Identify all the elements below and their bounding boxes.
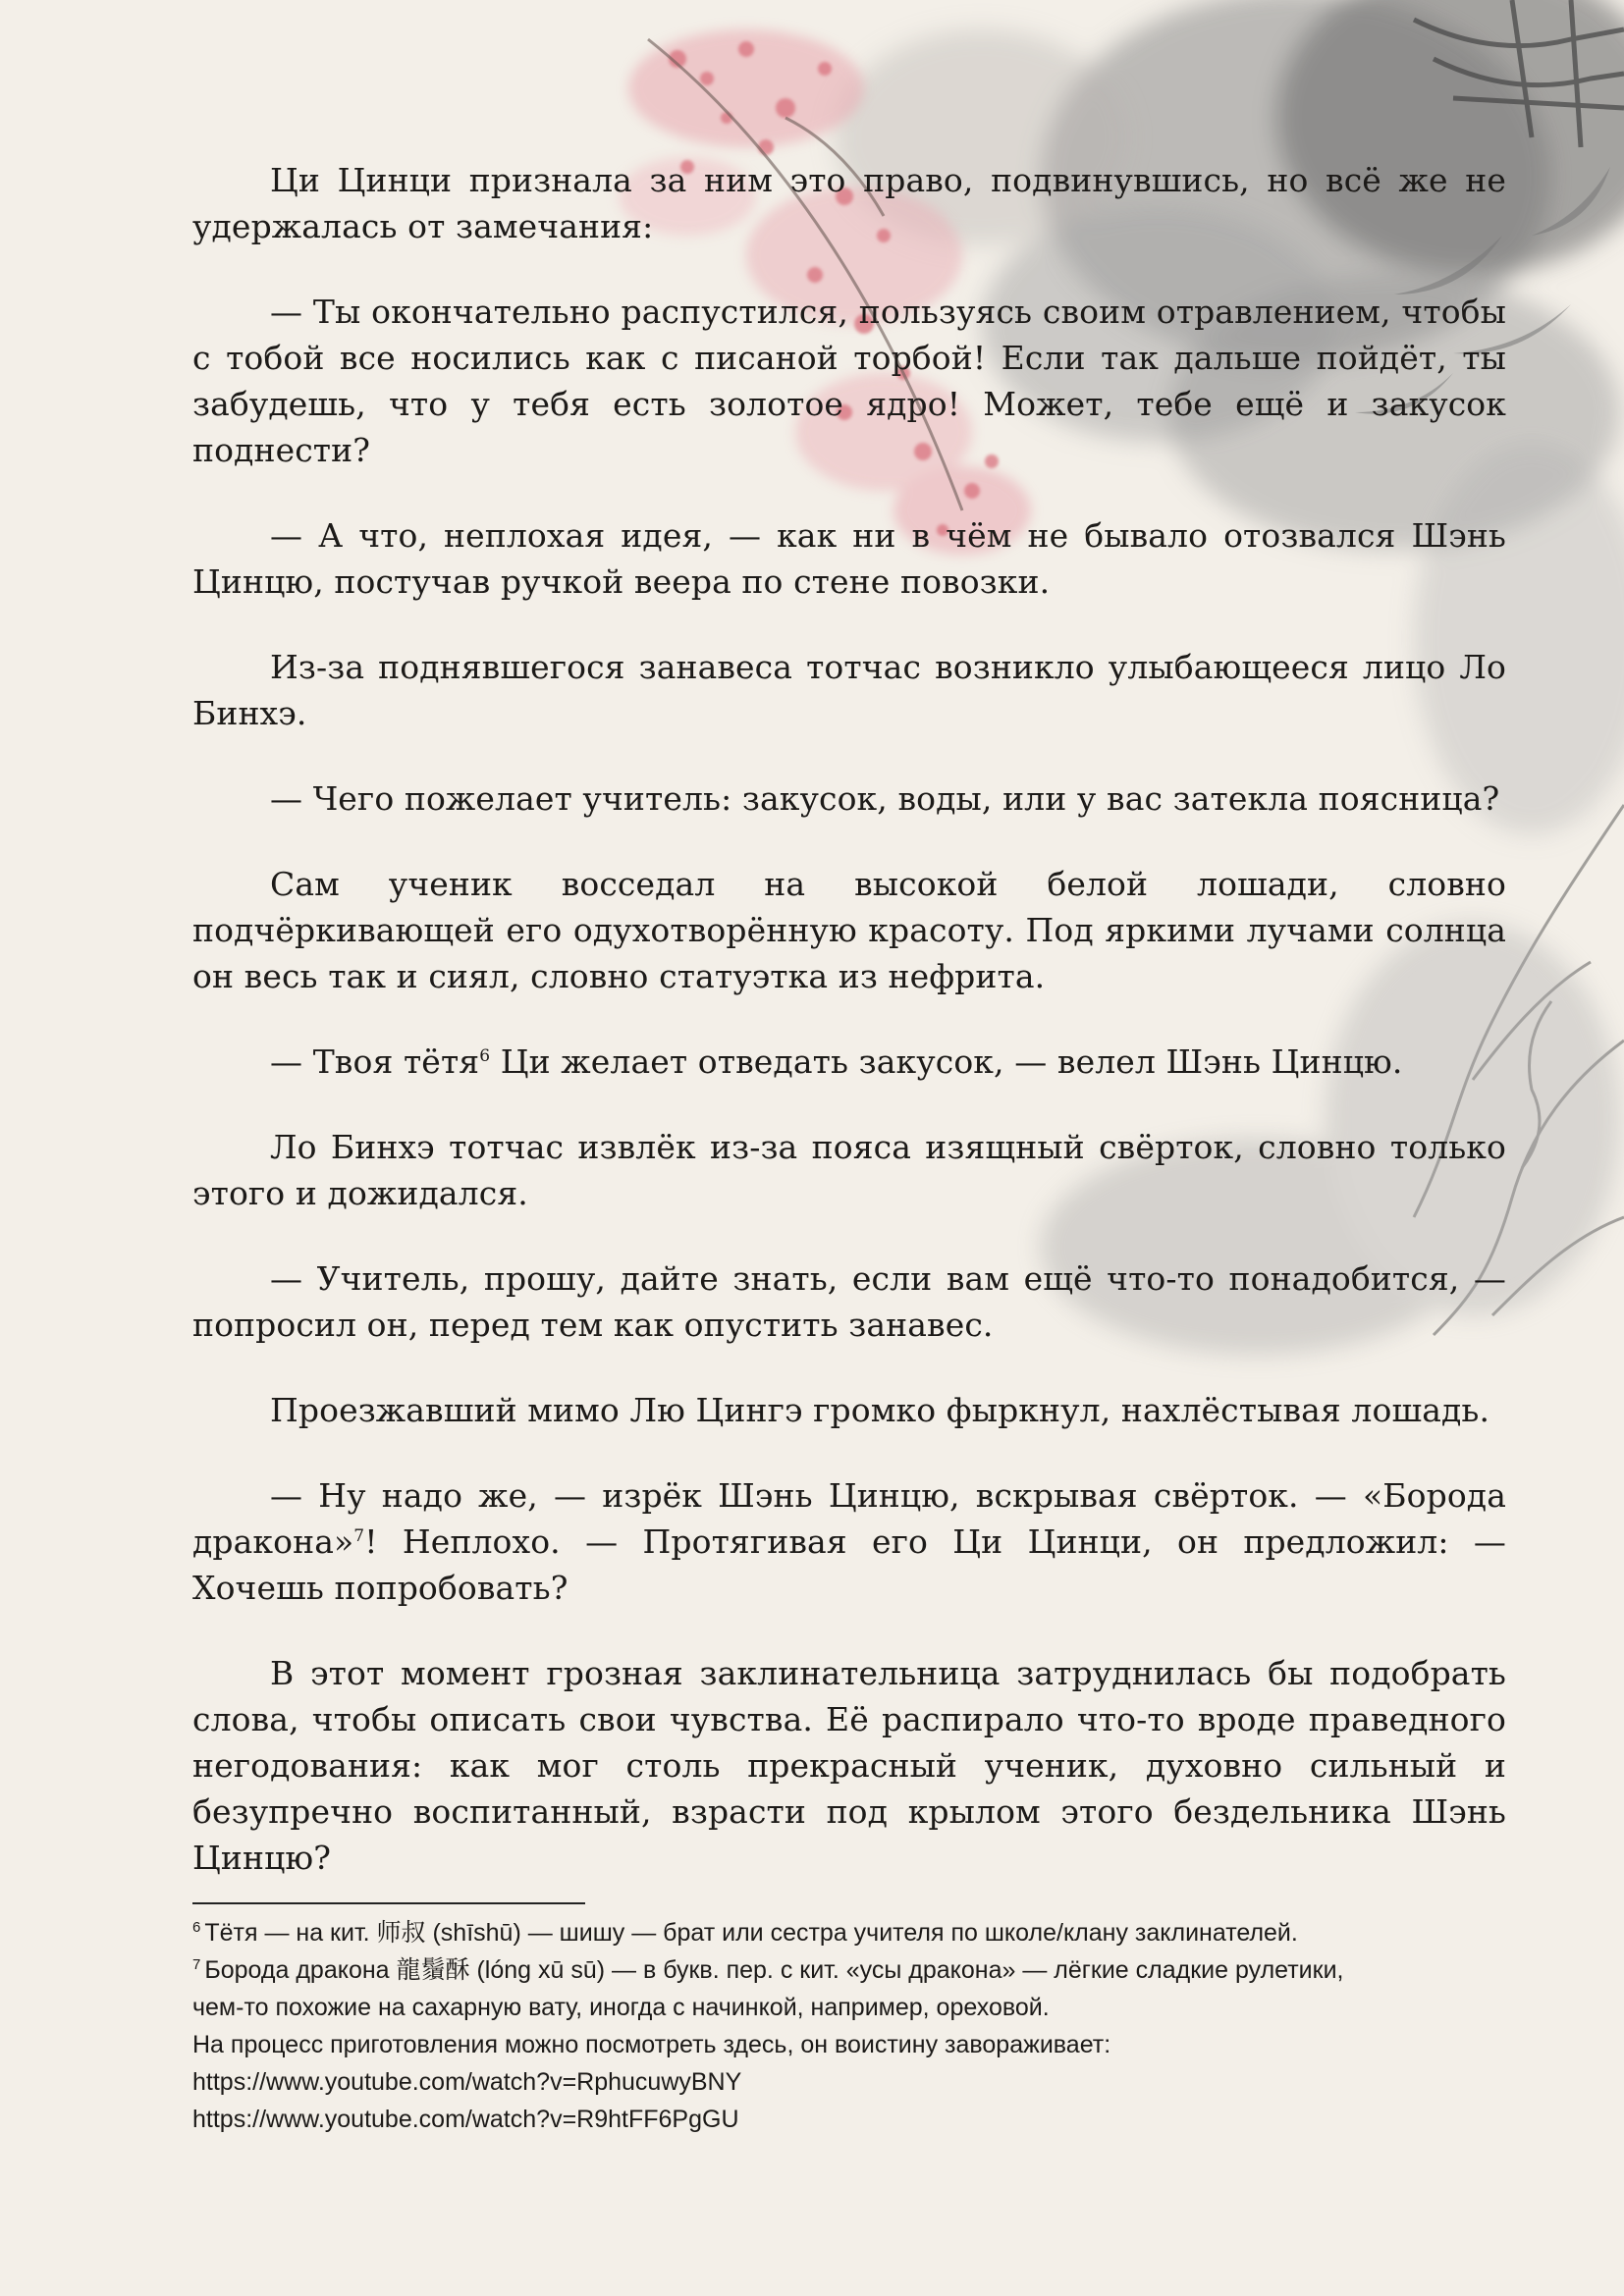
footnote-text: Борода дракона 龍鬚酥 (lóng xū sū) — в букв. пер. с кит. «усы дракона» — лёгкие сладкие рулетики, — [204, 1956, 1344, 1984]
paragraph: — А что, неплохая идея, — как ни в чём не бывало отозвался Шэнь Цинцю, постучав ручкой веера по стене повозки. — [192, 516, 1506, 601]
body-text — [192, 157, 1506, 1920]
footnote-text: На процесс приготовления можно посмотреть здесь, он воистину завораживает: — [192, 2031, 1111, 2058]
paragraph-text: — Твоя тётя — [270, 1042, 480, 1081]
footnote-url[interactable]: https://www.youtube.com/watch?v=RphucuwyBNY — [192, 2068, 742, 2096]
footnote-7 — [192, 1951, 1528, 1989]
paragraph: Ло Бинхэ тотчас извлёк из-за пояса изящный свёрток, словно только этого и дожидался. — [192, 1128, 1506, 1212]
paragraph-text: Ци желает отведать закусок, — велел Шэнь Цинцю. — [490, 1042, 1403, 1081]
paragraph: Проезжавший мимо Лю Цингэ громко фыркнул, нахлёстывая лошадь. — [270, 1391, 1490, 1429]
footnote-text: чем-то похожие на сахарную вату, иногда с начинкой, например, ореховой. — [192, 1994, 1050, 2021]
footnote-6 — [192, 1914, 1528, 1951]
footnote-number: 7 — [192, 1955, 201, 1973]
footnote-link[interactable] — [192, 2101, 1528, 2138]
paragraph: — Ты окончательно распустился, пользуясь своим отравлением, чтобы с тобой все носились как с писаной торбой! Если так дальше пойдёт, ты забудешь, что у тебя есть золотое ядро! Может, тебе ещё и закусок поднести? — [192, 293, 1506, 469]
footnote-ref[interactable]: 7 — [353, 1526, 365, 1546]
paragraph — [192, 1472, 1506, 1611]
paragraph-text: ! Неплохо. — Протягивая его Ци Цинци, он предложил: — Хочешь попробовать? — [192, 1522, 1506, 1607]
paragraph: В этот момент грозная заклинательница затруднилась бы подобрать слова, чтобы описать свои чувства. Её распирало что-то вроде праведного негодования: как мог столь прекрасный ученик, духовно сильный и безупречно воспитанный, взрасти под крылом этого бездельника Шэнь Цинцю? — [192, 1654, 1506, 1877]
footnote-ref[interactable]: 6 — [479, 1046, 491, 1066]
footnote-url[interactable]: https://www.youtube.com/watch?v=R9htFF6PgGU — [192, 2106, 739, 2133]
footnote-7-continued — [192, 1989, 1528, 2026]
paragraph — [192, 1039, 1506, 1085]
footnotes — [192, 1902, 1528, 2138]
paragraph: — Чего пожелает учитель: закусок, воды, или у вас затекла поясница? — [270, 779, 1500, 818]
footnote-link[interactable] — [192, 2063, 1528, 2101]
paragraph: — Учитель, прошу, дайте знать, если вам ещё что-то понадобится, — попросил он, перед тем как опустить занавес. — [192, 1259, 1506, 1344]
paragraph: Из-за поднявшегося занавеса тотчас возникло улыбающееся лицо Ло Бинхэ. — [192, 648, 1506, 732]
paragraph: Сам ученик восседал на высокой белой лошади, словно подчёркивающей его одухотворённую красоту. Под яркими лучами солнца он весь так и сиял, словно статуэтка из нефрита. — [192, 865, 1506, 995]
footnote-7-note — [192, 2026, 1528, 2063]
paragraph-text: — Ну надо же, — изрёк Шэнь Цинцю, вскрывая свёрток. — «Борода дракона» — [192, 1476, 1506, 1561]
footnote-text: Тётя — на кит. 师叔 (shīshū) — шишу — брат или сестра учителя по школе/клану заклинателей. — [204, 1919, 1298, 1947]
footnote-number: 6 — [192, 1918, 201, 1936]
paragraph: Ци Цинци признала за ним это право, подвинувшись, но всё же не удержалась от замечания: — [192, 161, 1506, 245]
footnote-divider — [192, 1902, 585, 1904]
